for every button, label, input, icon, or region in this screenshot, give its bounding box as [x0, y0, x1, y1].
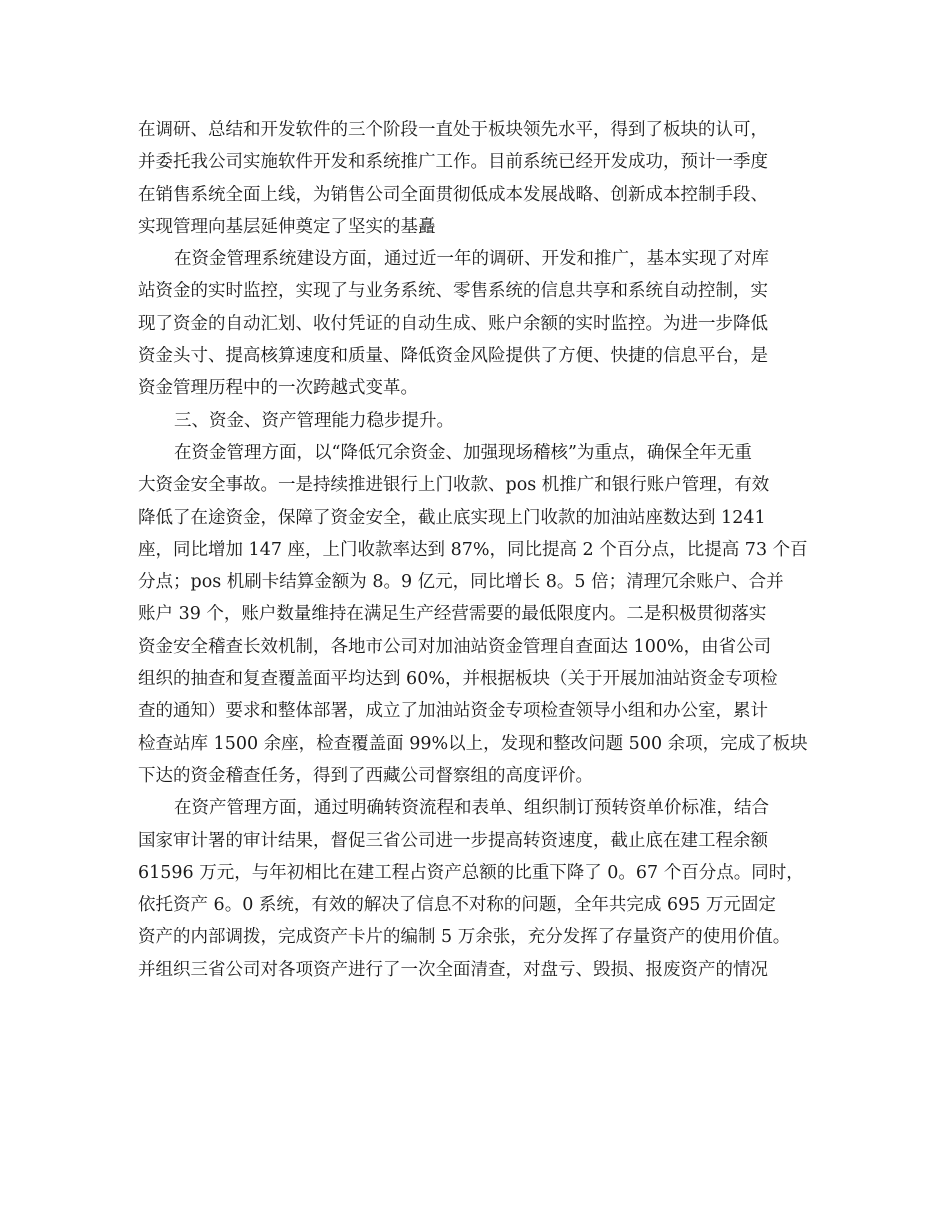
- text-line: 分点；pos 机刷卡结算金额为 8。9 亿元，同比增长 8。5 倍；清理冗余账户、合并: [138, 572, 784, 593]
- text-line: 并组织三省公司对各项资产进行了一次全面清查，对盘亏、毁损、报废资产的情况: [138, 959, 768, 980]
- text-line: 检查站库 1500 余座，检查覆盖面 99%以上，发现和整改问题 500 余项，完成了板块: [138, 733, 808, 754]
- text-line: 下达的资金稽查任务，得到了西藏公司督察组的高度评价。: [138, 765, 593, 786]
- paragraph-start-line: 在资金管理方面，以“降低冗余资金、加强现场稽核”为重点，确保全年无重: [174, 442, 752, 463]
- text-line: 在调研、总结和开发软件的三个阶段一直处于板块领先水平，得到了板块的认可，: [138, 120, 768, 140]
- text-line: 国家审计署的审计结果，督促三省公司进一步提高转资速度，截止底在建工程余额: [138, 830, 768, 851]
- text-line: 资金安全稽查长效机制，各地市公司对加油站资金管理自查面达 100%，由省公司: [138, 636, 772, 657]
- text-line: 降低了在途资金，保障了资金安全，截止底实现上门收款的加油站座数达到 1241: [138, 507, 766, 528]
- text-line: 现了资金的自动汇划、收付凭证的自动生成、账户余额的实时监控。为进一步降低: [138, 313, 768, 334]
- text-line: 大资金安全事故。一是持续推进银行上门收款、pos 机推广和银行账户管理，有效: [138, 475, 770, 496]
- text-line: 资产的内部调拨，完成资产卡片的编制 5 万余张，充分发挥了存量资产的使用价值。: [138, 927, 791, 948]
- paragraph-start-line: 在资金管理系统建设方面，通过近一年的调研、开发和推广，基本实现了对库: [174, 249, 769, 270]
- text-line: 在销售系统全面上线，为销售公司全面贯彻低成本发展战略、创新成本控制手段、: [138, 184, 768, 205]
- text-line: 实现管理向基层延伸奠定了坚实的基矗: [138, 216, 436, 237]
- text-line: 站资金的实时监控，实现了与业务系统、零售系统的信息共享和系统自动控制，实: [138, 281, 768, 302]
- text-line: 账户 39 个，账户数量维持在满足生产经营需要的最低限度内。二是积极贯彻落实: [138, 604, 767, 625]
- section-heading: 三、资金、资产管理能力稳步提升。: [174, 410, 454, 431]
- text-line: 资金头寸、提高核算速度和质量、降低资金风险提供了方便、快捷的信息平台，是: [138, 346, 768, 367]
- text-line: 并委托我公司实施软件开发和系统推广工作。目前系统已经开发成功，预计一季度: [138, 152, 768, 173]
- text-line: 61596 万元，与年初相比在建工程占资产总额的比重下降了 0。67 个百分点。同时，: [138, 862, 804, 883]
- text-line: 查的通知）要求和整体部署，成立了加油站资金专项检查领导小组和办公室，累计: [138, 701, 768, 722]
- text-line: 依托资产 6。0 系统，有效的解决了信息不对称的问题，全年共完成 695 万元固定: [138, 895, 776, 916]
- text-line: 座，同比增加 147 座，上门收款率达到 87%，同比提高 2 个百分点，比提高 73 个百: [138, 539, 808, 560]
- paragraph-start-line: 在资产管理方面，通过明确转资流程和表单、组织制订预转资单价标准，结合: [174, 798, 769, 819]
- text-line: 资金管理历程中的一次跨越式变革。: [138, 378, 418, 399]
- text-line: 组织的抽查和复查覆盖面平均达到 60%，并根据板块（关于开展加油站资金专项检: [138, 669, 778, 690]
- document-body: [138, 114, 828, 986]
